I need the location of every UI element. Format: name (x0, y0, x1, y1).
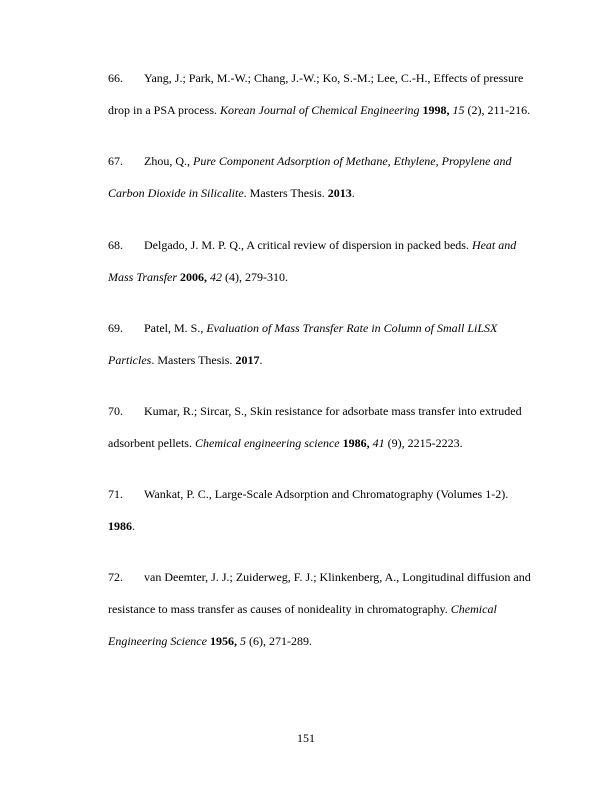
italic-text: Pure Component Adsorption of Methane, Ethylene, Propylene and (193, 154, 512, 168)
italic-text: 15 (452, 103, 465, 117)
reference-entry-66 (108, 71, 523, 85)
reference-text: Yang, J.; Park, M.-W.; Chang, J.-W.; Ko, S.-M.; Lee, C.-H., Effects of pressure (144, 71, 524, 85)
reference-entry-69 (108, 321, 497, 335)
italic-text: Evaluation of Mass Transfer Rate in Column of Small LiLSX (206, 321, 498, 335)
reference-number: 66. (108, 71, 123, 85)
reference-entry-71 (108, 487, 508, 501)
reference-text: . (132, 519, 135, 533)
reference-continuation-line (108, 519, 135, 533)
reference-entry-67 (108, 154, 512, 168)
italic-text: Mass Transfer (108, 270, 178, 284)
reference-text: Delgado, J. M. P. Q., A critical review of dispersion in packed beds. (144, 238, 472, 252)
italic-text: Chemical (450, 602, 497, 616)
reference-text: Patel, M. S., (144, 321, 207, 335)
reference-text: adsorbent pellets. (108, 436, 195, 450)
italic-text: Particles (108, 353, 152, 367)
bold-text: 2013 (327, 186, 352, 200)
reference-entry-72 (108, 570, 531, 584)
reference-text: . (259, 353, 263, 367)
bold-text: 2017 (235, 353, 260, 367)
reference-text: . Masters Thesis. (151, 353, 236, 367)
page-number: 151 (297, 731, 315, 745)
reference-text: (4), 279-310. (222, 270, 289, 284)
italic-text: Carbon Dioxide in Silicalite (108, 186, 244, 200)
reference-text: (9), 2215-2223. (384, 436, 463, 450)
italic-text: Heat and (471, 238, 517, 252)
reference-text: Wankat, P. C., Large-Scale Adsorption and Chromatography (Volumes 1-2). (144, 487, 509, 501)
reference-text: . (351, 186, 355, 200)
reference-continuation-line (108, 353, 262, 367)
reference-number: 69. (108, 321, 123, 335)
bold-text: 1956, (209, 634, 237, 648)
reference-text: Kumar, R.; Sircar, S., Skin resistance for adsorbate mass transfer into extruded (144, 404, 522, 418)
reference-continuation-line (108, 186, 355, 200)
reference-number: 67. (108, 154, 123, 168)
reference-text: (6), 271-289. (245, 634, 312, 648)
reference-text: . Masters Thesis. (243, 186, 328, 200)
reference-number: 71. (108, 487, 123, 501)
reference-text: resistance to mass transfer as causes of nonideality in chromatography. (108, 602, 451, 616)
reference-text: van Deemter, J. J.; Zuiderweg, F. J.; Klinkenberg, A., Longitudinal diffusion and (144, 570, 531, 584)
italic-text: 41 (372, 436, 385, 450)
bold-text: 2006, (180, 270, 208, 284)
reference-text: Zhou, Q., (144, 154, 193, 168)
italic-text: 5 (239, 634, 246, 648)
reference-number: 70. (108, 404, 123, 418)
italic-text: Engineering Science (108, 634, 207, 648)
reference-number: 72. (108, 570, 123, 584)
reference-continuation-line (108, 103, 530, 117)
bold-text: 1986 (108, 519, 132, 533)
bold-text: 1986, (342, 436, 370, 450)
reference-entry-68 (108, 238, 516, 252)
reference-entry-70 (108, 404, 522, 418)
bold-text: 1998, (422, 103, 450, 117)
italic-text: Korean Journal of Chemical Engineering (220, 103, 420, 117)
italic-text: Chemical engineering science (194, 436, 340, 450)
italic-text: 42 (210, 270, 223, 284)
reference-text: (2), 211-216. (464, 103, 531, 117)
reference-continuation-line (108, 634, 312, 648)
reference-continuation-line (108, 270, 288, 284)
reference-text: drop in a PSA process. (108, 103, 220, 117)
reference-continuation-line (108, 436, 463, 450)
reference-number: 68. (108, 238, 123, 252)
reference-continuation-line (108, 602, 497, 616)
